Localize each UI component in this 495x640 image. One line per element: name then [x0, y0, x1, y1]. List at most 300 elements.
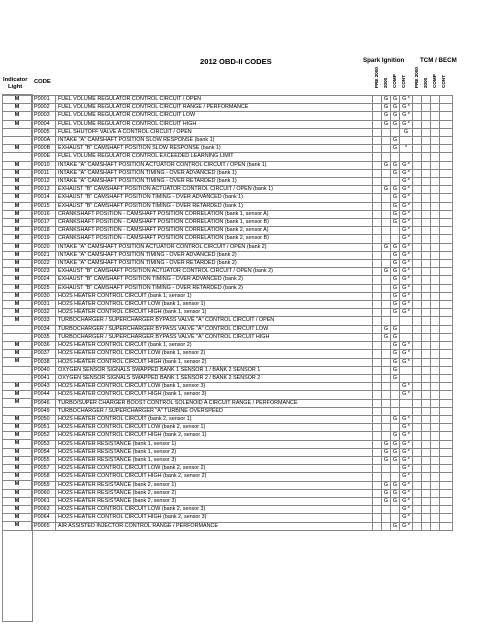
mark-cell [400, 374, 413, 382]
mark-cell [422, 202, 431, 210]
table-row [32, 333, 453, 341]
indicator-cell: M [3, 243, 32, 251]
indicator-cell: M [3, 202, 32, 210]
mark-cell: G [382, 497, 391, 505]
mark-cell [422, 309, 431, 317]
table-row [32, 137, 453, 145]
mark-cell [422, 448, 431, 456]
table-row [32, 276, 453, 284]
mark-cell [440, 481, 453, 489]
description-cell: FUEL VOLUME REGULATOR CONTROL CIRCUIT / OPEN [56, 96, 373, 104]
group-header-tcm-becm: TCM / BECM [420, 57, 457, 64]
mark-cell [373, 260, 382, 268]
description-cell: HO2S HEATER CONTROL CIRCUIT (bank 1, sensor 2) [56, 342, 373, 350]
mark-cell: G * [400, 120, 413, 128]
mark-cell: G [391, 489, 400, 497]
indicator-cell: M [3, 292, 32, 300]
table-row [32, 202, 453, 210]
description-cell: HO2S HEATER CONTROL CIRCUIT (bank 2, sensor 1) [56, 415, 373, 423]
mark-cell [422, 178, 431, 186]
mark-cell [413, 317, 422, 325]
mark-cell [422, 284, 431, 292]
table-row [32, 350, 453, 358]
description-cell: INTAKE "A" CAMSHAFT POSITION ACTUATOR CONTROL CIRCUIT / OPEN (bank 1) [56, 161, 373, 169]
table-row [32, 96, 453, 104]
mark-cell [413, 424, 422, 432]
mark-cell [413, 391, 422, 399]
mark-cell [422, 333, 431, 341]
indicator-cell: M [3, 506, 32, 514]
code-cell: P000A [32, 137, 56, 145]
code-cell: P0013 [32, 186, 56, 194]
mark-cell: G [382, 104, 391, 112]
code-cell: P0001 [32, 96, 56, 104]
description-cell: AIR ASSISTED INJECTOR CONTROL RANGE / PERFORMANCE [56, 522, 373, 530]
mark-cell [373, 407, 382, 415]
indicator-cell: M [3, 251, 32, 259]
mark-cell [413, 96, 422, 104]
code-cell: P0004 [32, 120, 56, 128]
description-cell: INTAKE "A" CAMSHAFT POSITION TIMING - OVER ADVANCED (bank 2) [56, 251, 373, 259]
mark-cell: G * [400, 194, 413, 202]
description-cell: HO2S HEATER CONTROL CIRCUIT HIGH (bank 2, sensor 3) [56, 514, 373, 522]
mark-cell [431, 186, 440, 194]
code-cell: P0057 [32, 465, 56, 473]
mark-cell [373, 497, 382, 505]
mark-cell: G [382, 325, 391, 333]
mark-cell [431, 489, 440, 497]
table-row [32, 374, 453, 382]
mark-cell: G [391, 243, 400, 251]
mark-cell [422, 522, 431, 530]
mark-cell [382, 227, 391, 235]
mark-cell [440, 284, 453, 292]
mark-cell [413, 251, 422, 259]
indicator-cell: M [3, 96, 32, 104]
mark-cell [413, 407, 422, 415]
mark-cell [440, 366, 453, 374]
mark-cell [440, 391, 453, 399]
mark-cell [373, 333, 382, 341]
column-header: 2000 [383, 77, 388, 88]
mark-cell: G * [400, 522, 413, 530]
description-cell: INTAKE "A" CAMSHAFT POSITION TIMING - OVER ADVANCED (bank 1) [56, 169, 373, 177]
mark-cell [373, 514, 382, 522]
mark-cell [373, 448, 382, 456]
mark-cell [400, 317, 413, 325]
mark-cell [422, 465, 431, 473]
code-cell: P0005 [32, 128, 56, 136]
mark-cell [382, 251, 391, 259]
mark-cell: G * [400, 243, 413, 251]
mark-cell: G * [400, 350, 413, 358]
mark-cell [413, 350, 422, 358]
mark-cell [382, 219, 391, 227]
table-row [32, 251, 453, 259]
mark-cell [431, 292, 440, 300]
mark-cell: G * [400, 506, 413, 514]
code-cell: P0050 [32, 415, 56, 423]
indicator-cell: M [3, 309, 32, 317]
mark-cell [440, 178, 453, 186]
mark-cell [440, 317, 453, 325]
mark-cell [400, 137, 413, 145]
mark-cell: G [391, 374, 400, 382]
mark-cell [413, 260, 422, 268]
code-cell: P0053 [32, 440, 56, 448]
mark-cell: G [382, 481, 391, 489]
mark-cell: G * [400, 497, 413, 505]
mark-cell: G [382, 448, 391, 456]
mark-cell [382, 128, 391, 136]
description-cell: CRANKSHAFT POSITION - CAMSHAFT POSITION CORRELATION (bank 1, sensor B) [56, 219, 373, 227]
code-cell: P0036 [32, 342, 56, 350]
mark-cell [422, 424, 431, 432]
column-header: COMP [392, 74, 397, 88]
indicator-cell: M [3, 440, 32, 448]
mark-cell [373, 210, 382, 218]
mark-cell [431, 440, 440, 448]
indicator-cell: M [3, 169, 32, 177]
mark-cell [382, 473, 391, 481]
mark-cell [382, 342, 391, 350]
description-cell: FUEL VOLUME REGULATOR CONTROL CIRCUIT RANGE / PERFORMANCE [56, 104, 373, 112]
mark-cell [440, 169, 453, 177]
mark-cell [382, 317, 391, 325]
mark-cell [382, 350, 391, 358]
column-header: CONT [441, 74, 446, 88]
mark-cell [422, 407, 431, 415]
mark-cell [440, 374, 453, 382]
code-cell: P0051 [32, 424, 56, 432]
mark-cell: G [391, 522, 400, 530]
mark-cell [413, 194, 422, 202]
description-cell: HO2S HEATER RESISTANCE (bank 2, sensor 1) [56, 481, 373, 489]
description-cell: CRANKSHAFT POSITION - CAMSHAFT POSITION CORRELATION (bank 2, sensor A) [56, 227, 373, 235]
mark-cell: G * [400, 186, 413, 194]
mark-cell [373, 153, 382, 161]
mark-cell [391, 407, 400, 415]
mark-cell: G [391, 219, 400, 227]
mark-cell: G [391, 268, 400, 276]
table-row [32, 399, 453, 407]
mark-cell [431, 301, 440, 309]
mark-cell [431, 415, 440, 423]
indicator-cell: M [3, 276, 32, 284]
mark-cell: G [391, 276, 400, 284]
mark-cell [440, 219, 453, 227]
mark-cell: G * [400, 276, 413, 284]
mark-cell [440, 251, 453, 259]
mark-cell [382, 153, 391, 161]
indicator-cell [3, 407, 32, 415]
mark-cell [431, 497, 440, 505]
mark-cell [422, 251, 431, 259]
mark-cell [431, 391, 440, 399]
mark-cell [440, 227, 453, 235]
mark-cell: G * [400, 448, 413, 456]
mark-cell [373, 374, 382, 382]
table-row [32, 424, 453, 432]
mark-cell: G [382, 243, 391, 251]
indicator-cell: M [3, 522, 32, 530]
mark-cell [382, 137, 391, 145]
mark-cell [440, 309, 453, 317]
code-cell: P0030 [32, 292, 56, 300]
mark-cell [431, 456, 440, 464]
mark-cell [422, 235, 431, 243]
mark-cell: G [391, 456, 400, 464]
mark-cell [422, 104, 431, 112]
mark-cell [391, 514, 400, 522]
mark-cell [431, 120, 440, 128]
table-row [32, 186, 453, 194]
description-cell: TURBOCHARGER / SUPERCHARGER "A" TURBINE OVERSPEED [56, 407, 373, 415]
indicator-cell: M [3, 358, 32, 366]
codes-table [31, 95, 453, 531]
mark-cell: G [391, 432, 400, 440]
mark-cell: G * [400, 112, 413, 120]
table-row [32, 497, 453, 505]
mark-cell: G [391, 309, 400, 317]
mark-cell [373, 473, 382, 481]
table-row [32, 432, 453, 440]
mark-cell [382, 374, 391, 382]
code-cell: P0049 [32, 407, 56, 415]
mark-cell: G [391, 194, 400, 202]
mark-cell [431, 465, 440, 473]
mark-cell [373, 342, 382, 350]
mark-cell [373, 276, 382, 284]
mark-cell: G [382, 161, 391, 169]
mark-cell [382, 292, 391, 300]
mark-cell: G * [400, 342, 413, 350]
mark-cell [413, 268, 422, 276]
mark-cell [431, 284, 440, 292]
mark-cell [413, 465, 422, 473]
description-cell: HO2S HEATER CONTROL CIRCUIT LOW (bank 1, sensor 3) [56, 383, 373, 391]
mark-cell [440, 186, 453, 194]
table-row [32, 260, 453, 268]
mark-cell [440, 137, 453, 145]
mark-cell [413, 448, 422, 456]
code-cell: P0065 [32, 522, 56, 530]
mark-cell [373, 383, 382, 391]
mark-cell [413, 358, 422, 366]
mark-cell [413, 219, 422, 227]
mark-cell [422, 456, 431, 464]
indicator-cell: M [3, 317, 32, 325]
code-column-header: CODE [34, 79, 51, 85]
mark-cell: * [400, 145, 413, 153]
code-cell: P0063 [32, 506, 56, 514]
description-cell: HO2S HEATER CONTROL CIRCUIT LOW (bank 2, sensor 2) [56, 465, 373, 473]
mark-cell [413, 292, 422, 300]
mark-cell [413, 440, 422, 448]
mark-cell [373, 358, 382, 366]
mark-cell [431, 128, 440, 136]
mark-cell [440, 399, 453, 407]
description-cell: HO2S HEATER CONTROL CIRCUIT HIGH (bank 1, sensor 2) [56, 358, 373, 366]
mark-cell [413, 235, 422, 243]
code-cell: P0059 [32, 481, 56, 489]
indicator-cell: M [3, 399, 32, 407]
mark-cell [391, 317, 400, 325]
mark-cell [440, 432, 453, 440]
mark-cell: G [391, 251, 400, 259]
mark-cell [391, 473, 400, 481]
table-row [32, 145, 453, 153]
mark-cell: G * [400, 227, 413, 235]
table-row [32, 489, 453, 497]
mark-cell [413, 333, 422, 341]
mark-cell: G [391, 186, 400, 194]
mark-cell: G [391, 342, 400, 350]
mark-cell [422, 153, 431, 161]
mark-cell [422, 317, 431, 325]
column-header: CONT [401, 74, 406, 88]
code-cell: P000E [32, 153, 56, 161]
mark-cell [440, 456, 453, 464]
table-row [32, 342, 453, 350]
description-cell: HO2S HEATER CONTROL CIRCUIT HIGH (bank 2, sensor 1) [56, 432, 373, 440]
mark-cell: G * [400, 169, 413, 177]
mark-cell: G [391, 202, 400, 210]
indicator-cell [3, 374, 32, 382]
code-cell: P0033 [32, 317, 56, 325]
description-cell: INTAKE "A" CAMSHAFT POSITION ACTUATOR CONTROL CIRCUIT / OPEN (bank 2) [56, 243, 373, 251]
mark-cell: G [391, 120, 400, 128]
table-row [32, 317, 453, 325]
mark-cell: G [391, 350, 400, 358]
mark-cell [373, 178, 382, 186]
mark-cell [413, 145, 422, 153]
indicator-cell: M [3, 284, 32, 292]
mark-cell [413, 210, 422, 218]
indicator-cell: M [3, 194, 32, 202]
mark-cell [440, 514, 453, 522]
mark-cell [382, 178, 391, 186]
description-cell: HO2S HEATER RESISTANCE (bank 1, sensor 2) [56, 448, 373, 456]
mark-cell [413, 309, 422, 317]
mark-cell [440, 342, 453, 350]
mark-cell [391, 178, 400, 186]
mark-cell: G [391, 145, 400, 153]
mark-cell [382, 506, 391, 514]
page-title: 2012 OBD-II CODES [200, 57, 272, 66]
mark-cell [400, 399, 413, 407]
description-cell: OXYGEN SENSOR SIGNALS SWAPPED BANK 1 SENSOR 1 / BANK 2 SENSOR 1 [56, 366, 373, 374]
mark-cell [373, 186, 382, 194]
mark-cell [440, 268, 453, 276]
mark-cell [422, 161, 431, 169]
mark-cell: G [391, 210, 400, 218]
code-cell: P0054 [32, 448, 56, 456]
mark-cell [431, 276, 440, 284]
mark-cell: G * [400, 292, 413, 300]
mark-cell [431, 481, 440, 489]
mark-cell [431, 104, 440, 112]
mark-cell: G [382, 120, 391, 128]
mark-cell [400, 153, 413, 161]
mark-cell [431, 268, 440, 276]
code-cell: P0038 [32, 358, 56, 366]
mark-cell: G [382, 456, 391, 464]
code-cell: P0064 [32, 514, 56, 522]
code-cell: P0024 [32, 276, 56, 284]
indicator-cell: M [3, 448, 32, 456]
mark-cell [440, 292, 453, 300]
mark-cell [422, 325, 431, 333]
description-cell: OXYGEN SENSOR SIGNALS SWAPPED BANK 1 SENSOR 2 / BANK 2 SENSOR 2 [56, 374, 373, 382]
mark-cell: G * [400, 473, 413, 481]
indicator-cell [3, 366, 32, 374]
mark-cell [422, 506, 431, 514]
mark-cell [373, 481, 382, 489]
mark-cell [373, 137, 382, 145]
indicator-cell: M [3, 424, 32, 432]
mark-cell [422, 96, 431, 104]
mark-cell [373, 96, 382, 104]
table-row [32, 178, 453, 186]
mark-cell [422, 399, 431, 407]
mark-cell: G * [400, 383, 413, 391]
mark-cell [422, 292, 431, 300]
mark-cell [422, 350, 431, 358]
table-row [32, 383, 453, 391]
mark-cell [373, 145, 382, 153]
mark-cell [382, 391, 391, 399]
mark-cell [431, 251, 440, 259]
description-cell: INTAKE "A" CAMSHAFT POSITION SLOW RESPONSE (bank 1) [56, 137, 373, 145]
mark-cell [382, 309, 391, 317]
description-cell: HO2S HEATER RESISTANCE (bank 2, sensor 3) [56, 497, 373, 505]
description-cell: HO2S HEATER CONTROL CIRCUIT HIGH (bank 1, sensor 1) [56, 309, 373, 317]
indicator-cell [3, 333, 32, 341]
mark-cell [373, 128, 382, 136]
indicator-cell [3, 153, 32, 161]
indicator-cell: M [3, 465, 32, 473]
indicator-cell: M [3, 112, 32, 120]
code-cell: P0031 [32, 301, 56, 309]
mark-cell: G * [400, 301, 413, 309]
code-cell: P0012 [32, 178, 56, 186]
code-cell: P0037 [32, 350, 56, 358]
mark-cell [431, 161, 440, 169]
mark-cell: G * [400, 432, 413, 440]
mark-cell [382, 465, 391, 473]
mark-cell [431, 383, 440, 391]
mark-cell [382, 235, 391, 243]
description-cell: HO2S HEATER RESISTANCE (bank 1, sensor 1) [56, 440, 373, 448]
mark-cell [431, 358, 440, 366]
mark-cell: G * [400, 358, 413, 366]
mark-cell [400, 325, 413, 333]
mark-cell [440, 161, 453, 169]
mark-cell [431, 243, 440, 251]
indicator-cell: M [3, 342, 32, 350]
description-cell: FUEL VOLUME REGULATOR CONTROL CIRCUIT HIGH [56, 120, 373, 128]
mark-cell [440, 383, 453, 391]
description-cell: CRANKSHAFT POSITION - CAMSHAFT POSITION CORRELATION (bank 1, sensor A) [56, 210, 373, 218]
code-cell: P0041 [32, 374, 56, 382]
mark-cell [431, 325, 440, 333]
mark-cell: G * [400, 178, 413, 186]
mark-cell: G * [400, 465, 413, 473]
indicator-cell: M [3, 210, 32, 218]
mark-cell [431, 210, 440, 218]
mark-cell [422, 374, 431, 382]
